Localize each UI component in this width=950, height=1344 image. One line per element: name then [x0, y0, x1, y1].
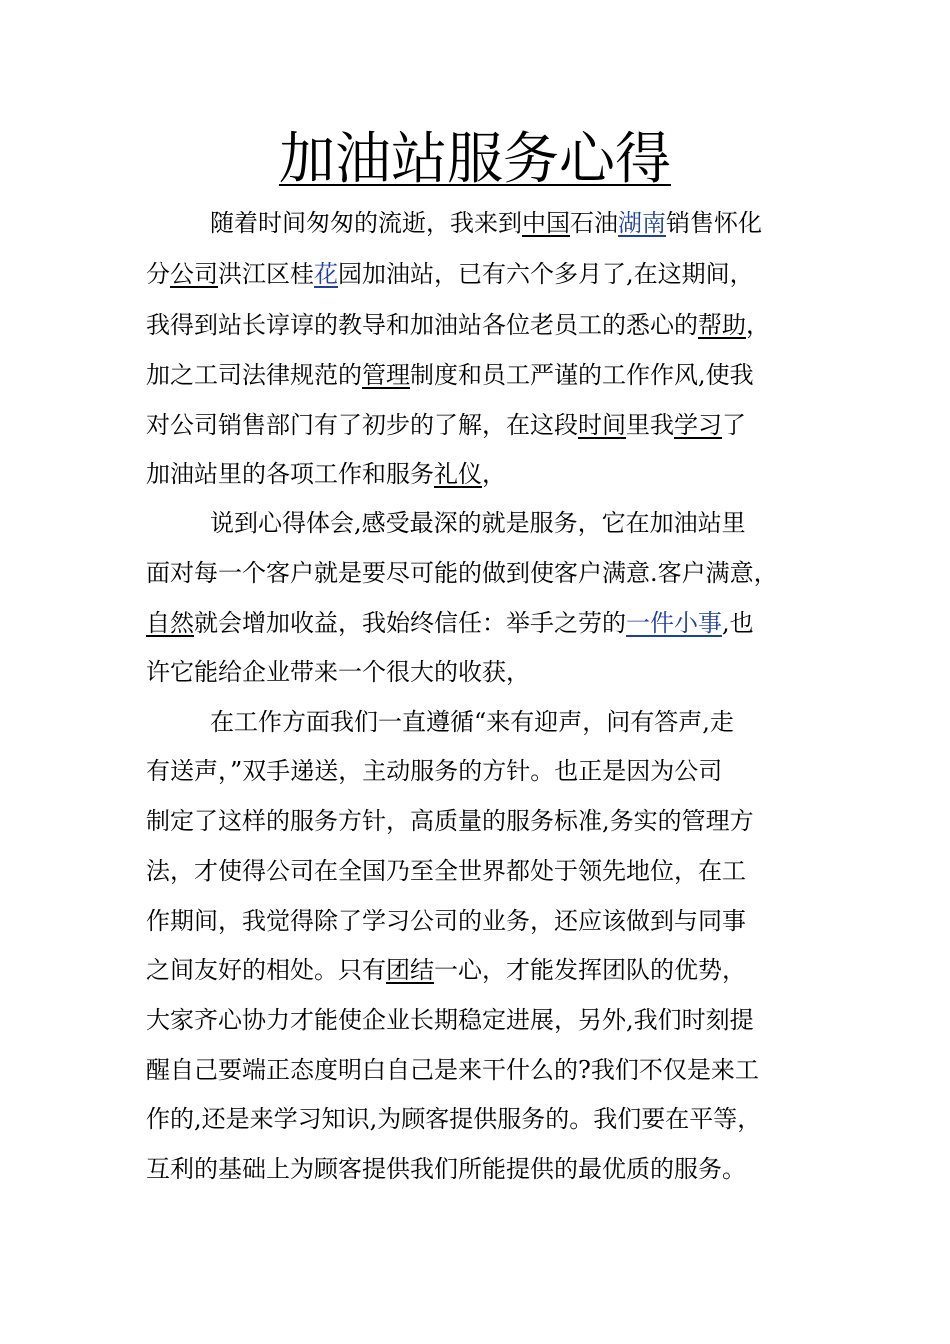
link-guanli[interactable]: 管理 [362, 361, 410, 389]
paragraph-3-line-5: 作期间，我觉得除了学习公司的业务，还应该做到与同事 [146, 907, 746, 935]
link-hua[interactable]: 花 [314, 260, 338, 288]
paragraph-3-line-2: 有送声，”双手递送，主动服务的方针。也正是因为公司 [146, 757, 723, 785]
paragraph-1-line-3: 我得到站长谆谆的教导和加油站各位老员工的悉心的帮助， [146, 311, 770, 339]
link-xuexi[interactable]: 学习 [674, 411, 722, 439]
link-yijianxiaoshi[interactable]: 一件小事 [626, 609, 722, 637]
link-ziran[interactable]: 自然 [146, 609, 194, 637]
link-bangzhu[interactable]: 帮助 [698, 311, 746, 339]
paragraph-1-line-1: 随着时间匆匆的流逝，我来到中国石油湖南销售怀化 [210, 209, 762, 237]
page-title: 加油站服务心得 [279, 127, 671, 192]
paragraph-2-line-4: 许它能给企业带来一个很大的收获， [146, 658, 530, 686]
paragraph-3-line-9: 作的,还是来学习知识,为顾客提供服务的。我们要在平等， [146, 1105, 762, 1133]
paragraph-1-line-2: 分公司洪江区桂花园加油站，已有六个多月了,在这期间， [146, 260, 754, 288]
link-liyi[interactable]: 礼仪 [434, 460, 482, 488]
paragraph-3-line-6: 之间友好的相处。只有团结一心，才能发挥团队的优势， [146, 956, 746, 984]
link-gongsi[interactable]: 公司 [170, 260, 218, 288]
paragraph-3-line-8: 醒自己要端正态度明白自己是来干什么的?我们不仅是来工 [146, 1056, 759, 1084]
paragraph-3-line-1: 在工作方面我们一直遵循“来有迎声，问有答声,走 [210, 708, 734, 736]
link-shijian[interactable]: 时间 [578, 411, 626, 439]
paragraph-3-line-10: 互利的基础上为顾客提供我们所能提供的最优质的服务。 [146, 1155, 746, 1183]
paragraph-2-line-3: 自然就会增加收益，我始终信任：举手之劳的一件小事,也 [146, 609, 754, 637]
link-hunan[interactable]: 湖南 [618, 209, 666, 237]
link-tuanjie[interactable]: 团结 [386, 956, 434, 984]
paragraph-3-line-7: 大家齐心协力才能使企业长期稳定进展，另外,我们时刻提 [146, 1006, 754, 1034]
paragraph-2-line-2: 面对每一个客户就是要尽可能的做到使客户满意.客户满意， [146, 559, 778, 587]
paragraph-3-line-4: 法，才使得公司在全国乃至全世界都处于领先地位，在工 [146, 857, 746, 885]
paragraph-1-line-5: 对公司销售部门有了初步的了解，在这段时间里我学习了 [146, 411, 746, 439]
paragraph-1-line-4: 加之工司法律规范的管理制度和员工严谨的工作作风,使我 [146, 361, 754, 389]
paragraph-3-line-3: 制定了这样的服务方针，高质量的服务标准,务实的管理方 [146, 807, 754, 835]
paragraph-2-line-1: 说到心得体会,感受最深的就是服务，它在加油站里 [210, 509, 746, 537]
paragraph-1-line-6: 加油站里的各项工作和服务礼仪， [146, 460, 506, 488]
link-zhongguo[interactable]: 中国 [522, 209, 570, 237]
